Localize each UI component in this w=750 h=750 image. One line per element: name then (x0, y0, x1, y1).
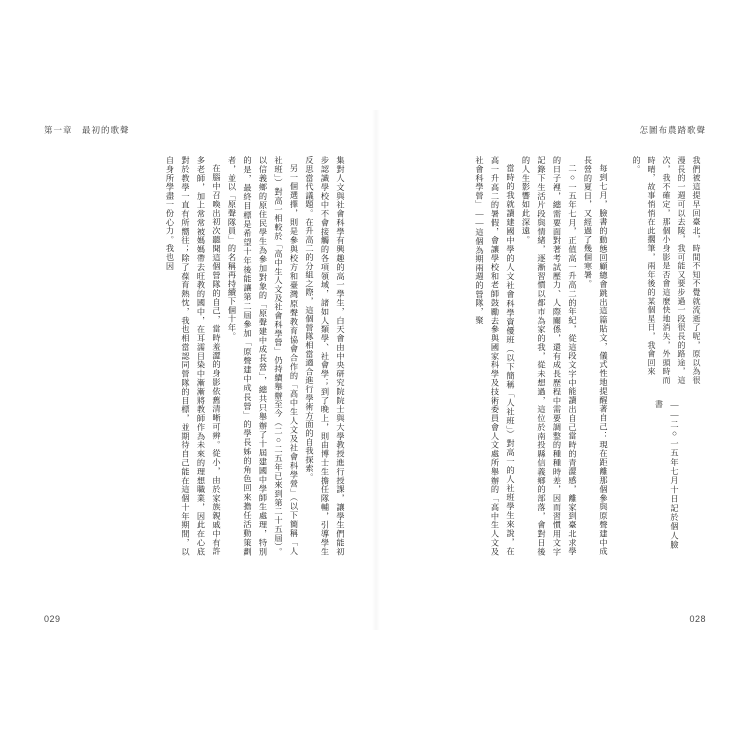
paragraph: 在腦中召喚出初次聽聞這個營隊的自己，當時羞澀的身影依舊清晰可辨。從小，由於家族親戚中有許多老師，加上常常被媽媽帶去旺教的國中，在耳濡目染中漸漸將教師作為未來的理想職業，因此在心底對於教學一直有所嚮往；除了葆育熱忱，我也相當認同營隊的目標，並期待自己能在這個十年期間，以自身所學盡一份心力。我也因 (165, 156, 221, 556)
paragraph: 集對人文與社會科學有興趣的高一學生，白天會由中央研究院院士與大學教授進行授課，讓學生們能初步認識學校中不會接觸的各項領域，諸如人類學、社會學；到了晚上，則由博士生擔任隊輔，引導學生反思當代議題。在升高二的分組之際，這個營隊相當適合進行學術方面的自我探索。 (305, 156, 345, 556)
left-page (30, 110, 365, 630)
epigraph-text: 我們被這提早回臺北，時間不知不覺就流逝了呢，原以為很漫長的一週可以去陵，我可能又要步過一段很長的路途，這次，我不確定，那個小身影是否會這麼快地消失，外頭時而時晴，故事悄悄在此擱筆，兩年後的某個星日，我會回來的。 (632, 156, 701, 385)
left-page-folio: 029 (44, 614, 61, 624)
epigraph-signature: ——二○一五年七月十日記於個人臉書 (654, 400, 679, 550)
left-page-body-text (48, 156, 348, 556)
right-page-folio: 028 (689, 614, 706, 624)
paragraph: 二○一五年七月，正值高一升高二的年紀，從這段文字中能讀出自己當時的青澀感，離家到臺北求學的日子裡，總需要面對著考試壓力、人際關係，還有成長歷程中需要調整的種種時差，因而習慣用文字記錄下生活片段與情緒，逐漸習慣以都市為家的我，從未想過，這位於南投縣信義鄉的部落，會對日後的人生影響如此深遠。 (521, 156, 577, 556)
left-page-running-head: 第一章 最初的歌聲 (44, 125, 130, 135)
paragraph: 當時的我就讀建國中學的人文社會科學資優班（以下簡稱「人社班」）對高一的人社班學生來說，在高一升高二的暑假，會讓學校和老師鼓勵去參與國家科學及技術委員會人文處所舉辦的「高中生人文及社會科學營」——這個為期兩週的營隊，聚 (475, 156, 515, 556)
book-spread (30, 110, 720, 630)
paragraph: 每到七月，臉書的動態回顧總會跳出這篇貼文，儀式性地提醒著自己：現在距離那個參與原聲建中成長營的夏日，又經過了幾個寒暑。 (583, 156, 608, 556)
right-page-body-text (401, 156, 611, 556)
right-page-running-head: 怎圖布農踏歌聲 (639, 125, 706, 135)
right-page (385, 110, 720, 630)
paragraph: 另一個選擇，則是參與校方和臺灣原聲教育協會合作的「高中生人文及社會科學營」（以下簡稱「人社班」）對高一相較於「高中生人文及社會科學營」仍持續舉辦至今（二○二五年已來到第二十五屆）。以信義鄉的原住民學生為參加對象的「原聲建中成長營」，總共只舉辦了十屆建國中學師生處理，特別的是，最終目標是希望十年後能讓第二屆參加「原聲建中成長營」的學長姊的角色回來擔任活動策劃者，並以「原聲隊員」的名稱再持續下個十年。 (227, 156, 299, 556)
